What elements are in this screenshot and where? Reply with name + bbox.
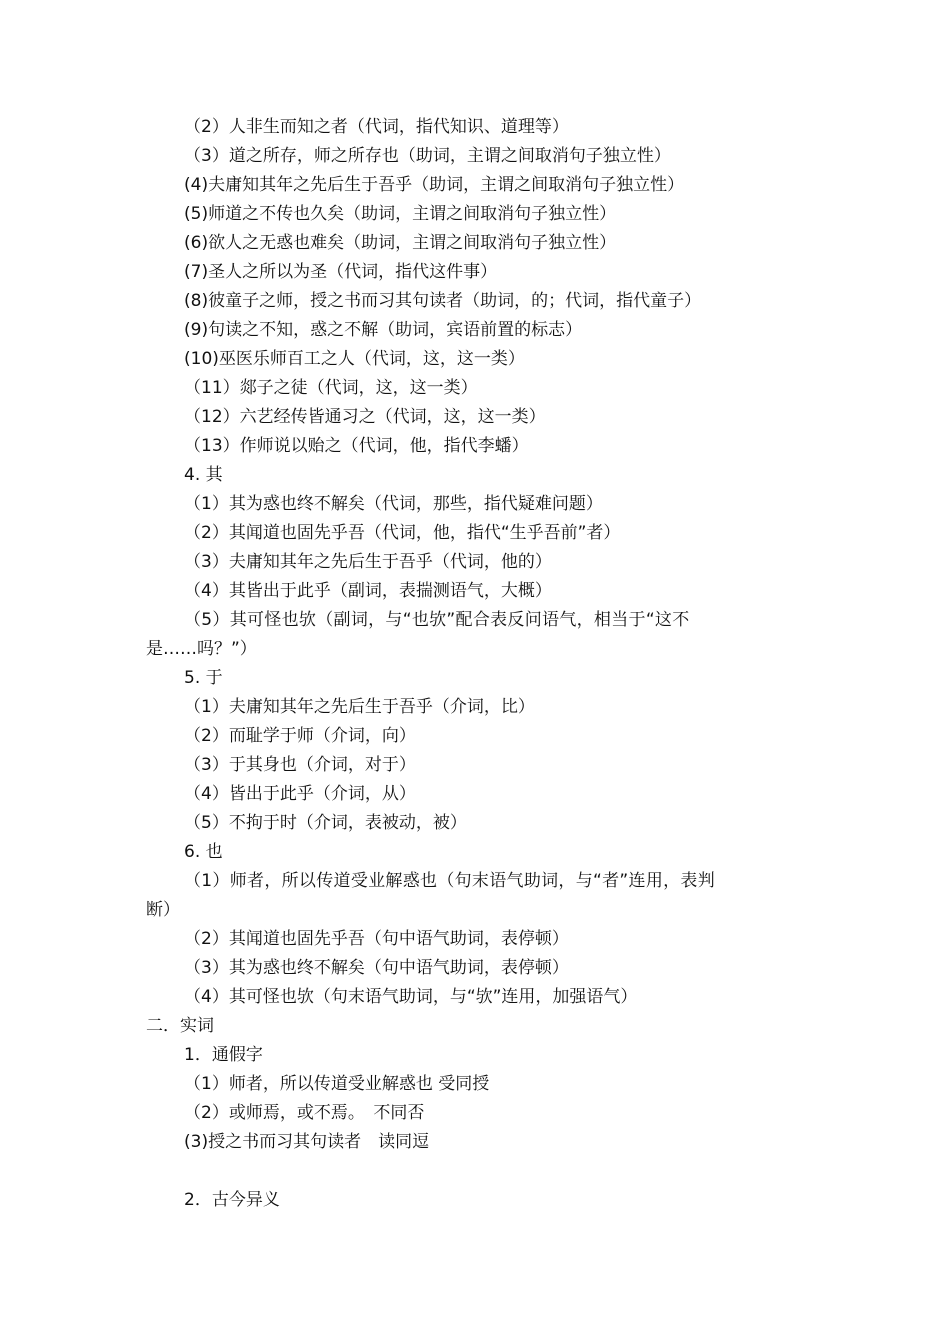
example-line-wrapped: （5）其可怪也欤（副词，与“也欤”配合表反问语气，相当于“这不 [184, 610, 690, 630]
example-line: （3）道之所存，师之所存也（助词，主谓之间取消句子独立性） [184, 146, 671, 166]
example-line: （1）其为惑也终不解矣（代词，那些，指代疑难问题） [184, 494, 603, 514]
example-line: （5）不拘于时（介词，表被动，被） [184, 813, 467, 833]
example-line: （13）作师说以贻之（代词，他，指代李蟠） [184, 436, 529, 456]
example-line: （1）夫庸知其年之先后生于吾乎（介词，比） [184, 697, 535, 717]
example-line: (6)欲人之无惑也难矣（助词，主谓之间取消句子独立性） [184, 233, 617, 253]
example-line: (10)巫医乐师百工之人（代词，这，这一类） [184, 349, 525, 369]
example-line: (4)夫庸知其年之先后生于吾乎（助词，主谓之间取消句子独立性） [184, 175, 685, 195]
example-line: （4）其可怪也欤（句末语气助词，与“欤”连用，加强语气） [184, 987, 638, 1007]
example-line-continuation: 断） [146, 900, 180, 920]
example-line: （4）其皆出于此乎（副词，表揣测语气，大概） [184, 581, 552, 601]
example-line: (9)句读之不知，惑之不解（助词，宾语前置的标志） [184, 320, 583, 340]
example-line: （3）于其身也（介词，对于） [184, 755, 416, 775]
example-line: (3)授之书而习其句读者 读同逗 [184, 1132, 430, 1152]
example-line: (7)圣人之所以为圣（代词，指代这件事） [184, 262, 498, 282]
section-heading-ye: 6. 也 [184, 842, 223, 862]
example-line: （2）人非生而知之者（代词，指代知识、道理等） [184, 117, 569, 137]
document-body [146, 113, 796, 1215]
subheading-loan-characters: 1．通假字 [184, 1045, 263, 1065]
example-line-wrapped: （1）师者，所以传道受业解惑也（句末语气助词，与“者”连用，表判 [184, 871, 716, 891]
chapter-heading-content-words: 二．实词 [146, 1016, 214, 1036]
example-line: （11）郯子之徒（代词，这，这一类） [184, 378, 478, 398]
example-line: （3）其为惑也终不解矣（句中语气助词，表停顿） [184, 958, 569, 978]
example-line: （2）其闻道也固先乎吾（代词，他，指代“生乎吾前”者） [184, 523, 621, 543]
example-line: （2）或师焉，或不焉。 不同否 [184, 1103, 425, 1123]
example-line: （2）而耻学于师（介词，向） [184, 726, 416, 746]
blank-line [146, 1157, 796, 1186]
section-heading-yu: 5. 于 [184, 668, 223, 688]
subheading-ancient-modern-meaning: 2．古今异义 [184, 1190, 280, 1210]
example-line: （3）夫庸知其年之先后生于吾乎（代词，他的） [184, 552, 552, 572]
example-line: （2）其闻道也固先乎吾（句中语气助词，表停顿） [184, 929, 569, 949]
example-line: （4）皆出于此乎（介词，从） [184, 784, 416, 804]
example-line: （12）六艺经传皆通习之（代词，这，这一类） [184, 407, 546, 427]
example-line: （1）师者，所以传道受业解惑也 受同授 [184, 1074, 490, 1094]
example-line-continuation: 是……吗？”） [146, 639, 257, 659]
example-line: (8)彼童子之师，授之书而习其句读者（助词，的；代词，指代童子） [184, 291, 702, 311]
example-line: (5)师道之不传也久矣（助词，主谓之间取消句子独立性） [184, 204, 617, 224]
section-heading-qi: 4. 其 [184, 465, 223, 485]
